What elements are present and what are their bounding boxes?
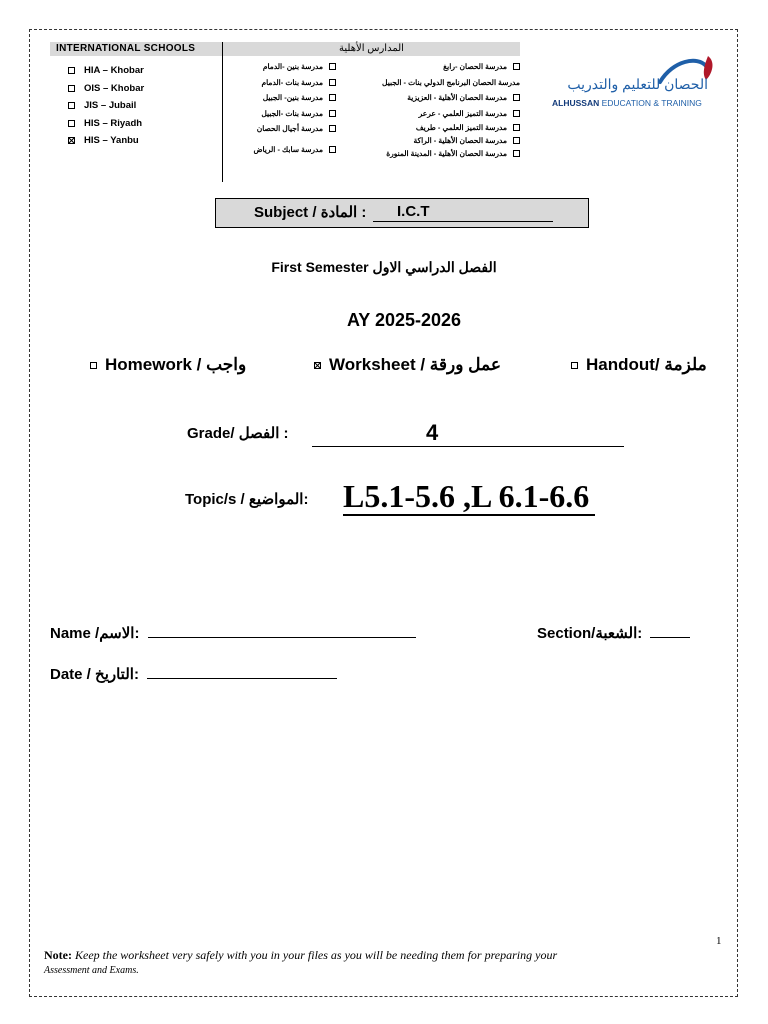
school-option[interactable]: مدرسة بنين -الدمام bbox=[236, 59, 336, 75]
checkbox[interactable] bbox=[571, 362, 578, 369]
logo-arabic-text: الحصان للتعليم والتدريب bbox=[567, 76, 708, 92]
date-label: Date / التاريخ: bbox=[50, 666, 139, 683]
academic-year: AY 2025-2026 bbox=[346, 310, 462, 330]
subject-box bbox=[215, 198, 589, 228]
type-worksheet[interactable]: Worksheet / عمل ورقة bbox=[314, 355, 501, 375]
type-handout[interactable]: Handout/ ملزمة bbox=[571, 355, 707, 375]
semester-title: First Semester الفصل الدراسي الاول bbox=[271, 259, 497, 275]
note-text-2: Assessment and Exams. bbox=[44, 965, 139, 976]
intl-schools-list bbox=[68, 62, 144, 150]
school-option[interactable]: مدرسة الحصان الأهلية - العزيزية bbox=[342, 90, 520, 106]
school-option[interactable]: HIA – Khobar bbox=[68, 62, 144, 80]
checkbox[interactable] bbox=[513, 94, 520, 101]
subject-label: Subject / المادة : bbox=[254, 204, 367, 221]
school-option[interactable]: مدرسة الحصان البرنامج الدولي بنات - الجبيل bbox=[382, 77, 520, 87]
section-row bbox=[537, 623, 690, 642]
footer-note bbox=[44, 948, 704, 978]
date-field[interactable] bbox=[147, 664, 337, 679]
section-field[interactable] bbox=[650, 623, 690, 638]
alhussan-logo bbox=[548, 52, 716, 112]
ahliya-col-2 bbox=[342, 59, 520, 160]
school-option[interactable]: JIS – Jubail bbox=[68, 97, 144, 115]
grade-field[interactable] bbox=[312, 424, 624, 447]
subject-value[interactable]: I.C.T bbox=[373, 203, 553, 222]
checkbox[interactable] bbox=[329, 110, 336, 117]
school-option[interactable]: مدرسة التميز العلمي - عرعر bbox=[342, 106, 520, 122]
schools-table bbox=[50, 42, 520, 182]
school-option[interactable]: مدرسة بنات -الدمام bbox=[236, 75, 336, 91]
checkbox[interactable] bbox=[329, 79, 336, 86]
checkbox[interactable] bbox=[329, 94, 336, 101]
checkbox[interactable] bbox=[513, 63, 520, 70]
grade-label: Grade/ الفصل : bbox=[187, 425, 289, 442]
school-option[interactable]: مدرسة الحصان -رابغ bbox=[342, 59, 520, 75]
checkbox[interactable] bbox=[68, 85, 75, 92]
school-option[interactable]: HIS – Yanbu bbox=[68, 132, 144, 150]
checkbox[interactable] bbox=[513, 110, 520, 117]
note-text: Keep the worksheet very safely with you in your files as you will be needing them for preparing your bbox=[74, 948, 558, 962]
school-option[interactable]: مدرسة الحصان الأهلية - المدينة المنورة bbox=[342, 147, 520, 160]
school-option[interactable]: HIS – Riyadh bbox=[68, 115, 144, 133]
type-homework[interactable]: Homework / واجب bbox=[90, 355, 246, 375]
school-option[interactable]: مدرسة سابك - الرياض bbox=[236, 142, 336, 158]
name-row bbox=[50, 623, 416, 642]
checkbox[interactable] bbox=[68, 67, 75, 74]
grade-value: 4 bbox=[426, 420, 439, 445]
date-row bbox=[50, 664, 337, 683]
intl-schools-title: INTERNATIONAL SCHOOLS bbox=[50, 42, 222, 56]
logo-english-text: ALHUSSAN EDUCATION & TRAINING bbox=[552, 98, 702, 108]
checkbox[interactable] bbox=[513, 137, 520, 144]
checkbox[interactable] bbox=[513, 124, 520, 131]
checkbox[interactable] bbox=[329, 125, 336, 132]
topic-value[interactable]: L5.1-5.6 ,L 6.1-6.6 bbox=[343, 478, 595, 516]
checkbox[interactable] bbox=[90, 362, 97, 369]
checkbox[interactable] bbox=[329, 146, 336, 153]
checkbox-checked[interactable] bbox=[68, 137, 75, 144]
school-option[interactable]: مدرسة أجيال الحصان bbox=[236, 121, 336, 137]
ahliya-schools-title: المدارس الأهلية bbox=[223, 42, 520, 56]
checkbox-checked[interactable] bbox=[314, 362, 321, 369]
school-option[interactable]: مدرسة بنات -الجبيل bbox=[236, 106, 336, 122]
name-label: Name /الاسم: bbox=[50, 625, 140, 642]
checkbox[interactable] bbox=[513, 150, 520, 157]
school-option[interactable]: مدرسة بنين- الجبيل bbox=[236, 90, 336, 106]
topic-label: Topic/s / المواضيع: bbox=[185, 491, 309, 508]
school-option[interactable]: مدرسة الحصان الأهلية - الراكة bbox=[342, 134, 520, 147]
school-option[interactable]: OIS – Khobar bbox=[68, 80, 144, 98]
table-divider bbox=[222, 42, 223, 182]
checkbox[interactable] bbox=[329, 63, 336, 70]
page-number: 1 bbox=[716, 935, 722, 947]
checkbox[interactable] bbox=[68, 102, 75, 109]
school-option[interactable]: مدرسة التميز العلمي - طريف bbox=[342, 121, 520, 134]
name-field[interactable] bbox=[148, 623, 416, 638]
checkbox[interactable] bbox=[68, 120, 75, 127]
ahliya-col-1 bbox=[236, 59, 336, 157]
section-label: Section/الشعبة: bbox=[537, 625, 643, 642]
note-label: Note: bbox=[44, 948, 72, 962]
